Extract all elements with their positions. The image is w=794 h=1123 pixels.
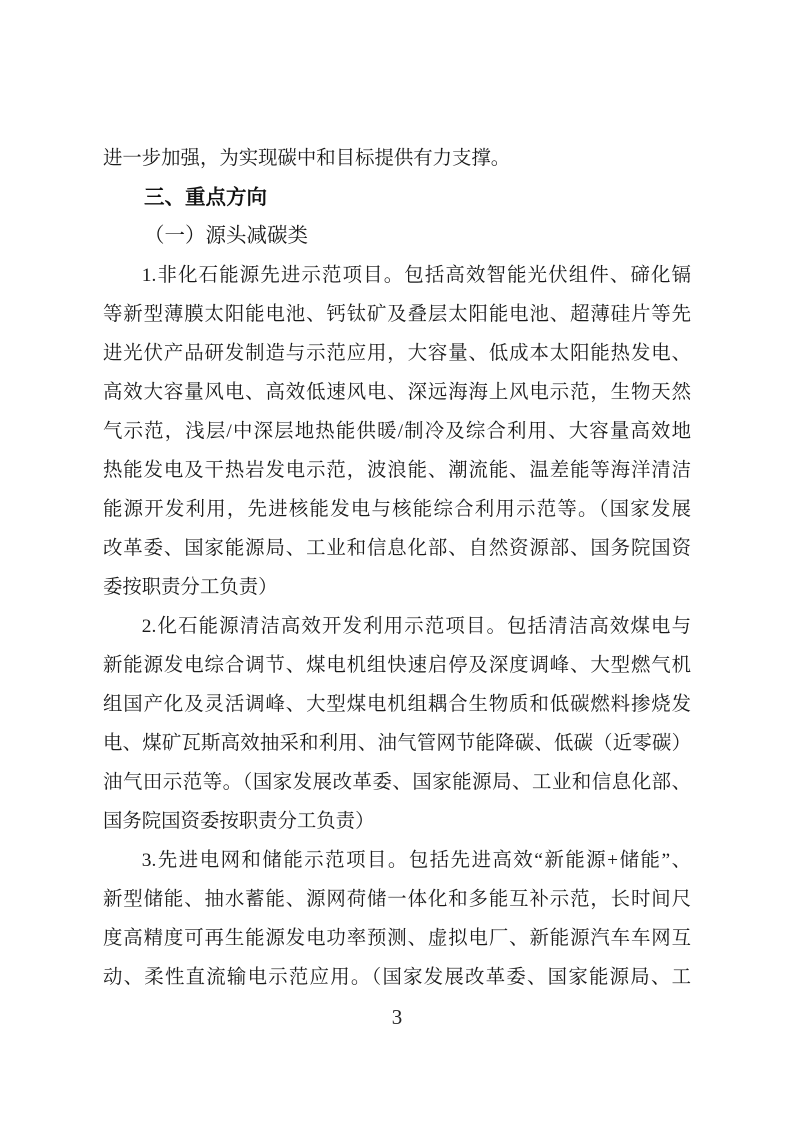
intro-continuation-line: 进一步加强，为实现碳中和目标提供有力支撑。 — [103, 148, 511, 169]
body-text-line: 等新型薄膜太阳能电池、钙钛矿及叠层太阳能电池、超薄硅片等先 — [103, 304, 691, 325]
body-text-line: 进光伏产品研发制造与示范应用，大容量、低成本太阳能热发电、 — [103, 343, 691, 364]
body-text-line: 国务院国资委按职责分工负责） — [103, 811, 375, 832]
page-number: 3 — [391, 1005, 403, 1029]
paragraph-1 — [103, 256, 691, 607]
body-text-line: 2.化石能源清洁高效开发利用示范项目。包括清洁高效煤电与 — [141, 616, 691, 637]
section-heading: 三、重点方向 — [144, 186, 267, 209]
body-text-line: 新能源发电综合调节、煤电机组快速启停及深度调峰、大型燃气机 — [103, 655, 691, 676]
subsection-heading: （一）源头减碳类 — [144, 225, 308, 247]
body-text-line: 新型储能、抽水蓄能、源网荷储一体化和多能互补示范，长时间尺 — [103, 889, 691, 910]
body-text-line: 高效大容量风电、高效低速风电、深远海海上风电示范，生物天然 — [103, 382, 691, 403]
document-body — [103, 139, 691, 997]
body-text-line: 气示范，浅层/中深层地热能供暖/制冷及综合利用、大容量高效地 — [103, 421, 691, 442]
body-text-line: 油气田示范等。（国家发展改革委、国家能源局、工业和信息化部、 — [103, 772, 691, 793]
body-text-line: 能源开发利用，先进核能发电与核能综合利用示范等。（国家发展 — [103, 499, 691, 520]
paragraph-3 — [103, 841, 691, 997]
body-text-line: 委按职责分工负责） — [103, 577, 278, 598]
body-text-line: 电、煤矿瓦斯高效抽采和利用、油气管网节能降碳、低碳（近零碳） — [103, 733, 691, 754]
body-text-line: 3.先进电网和储能示范项目。包括先进高效“新能源+储能”、 — [141, 850, 691, 871]
body-text-line: 动、柔性直流输电示范应用。（国家发展改革委、国家能源局、工 — [103, 967, 691, 988]
paragraph-2 — [103, 607, 691, 841]
body-text-line: 组国产化及灵活调峰、大型煤电机组耦合生物质和低碳燃料掺烧发 — [103, 694, 691, 715]
body-text-line: 热能发电及干热岩发电示范，波浪能、潮流能、温差能等海洋清洁 — [103, 460, 691, 481]
body-text-line: 改革委、国家能源局、工业和信息化部、自然资源部、国务院国资 — [103, 538, 691, 559]
body-text-line: 1.非化石能源先进示范项目。包括高效智能光伏组件、碲化镉 — [141, 265, 691, 286]
body-text-line: 度高精度可再生能源发电功率预测、虚拟电厂、新能源汽车车网互 — [103, 928, 691, 949]
